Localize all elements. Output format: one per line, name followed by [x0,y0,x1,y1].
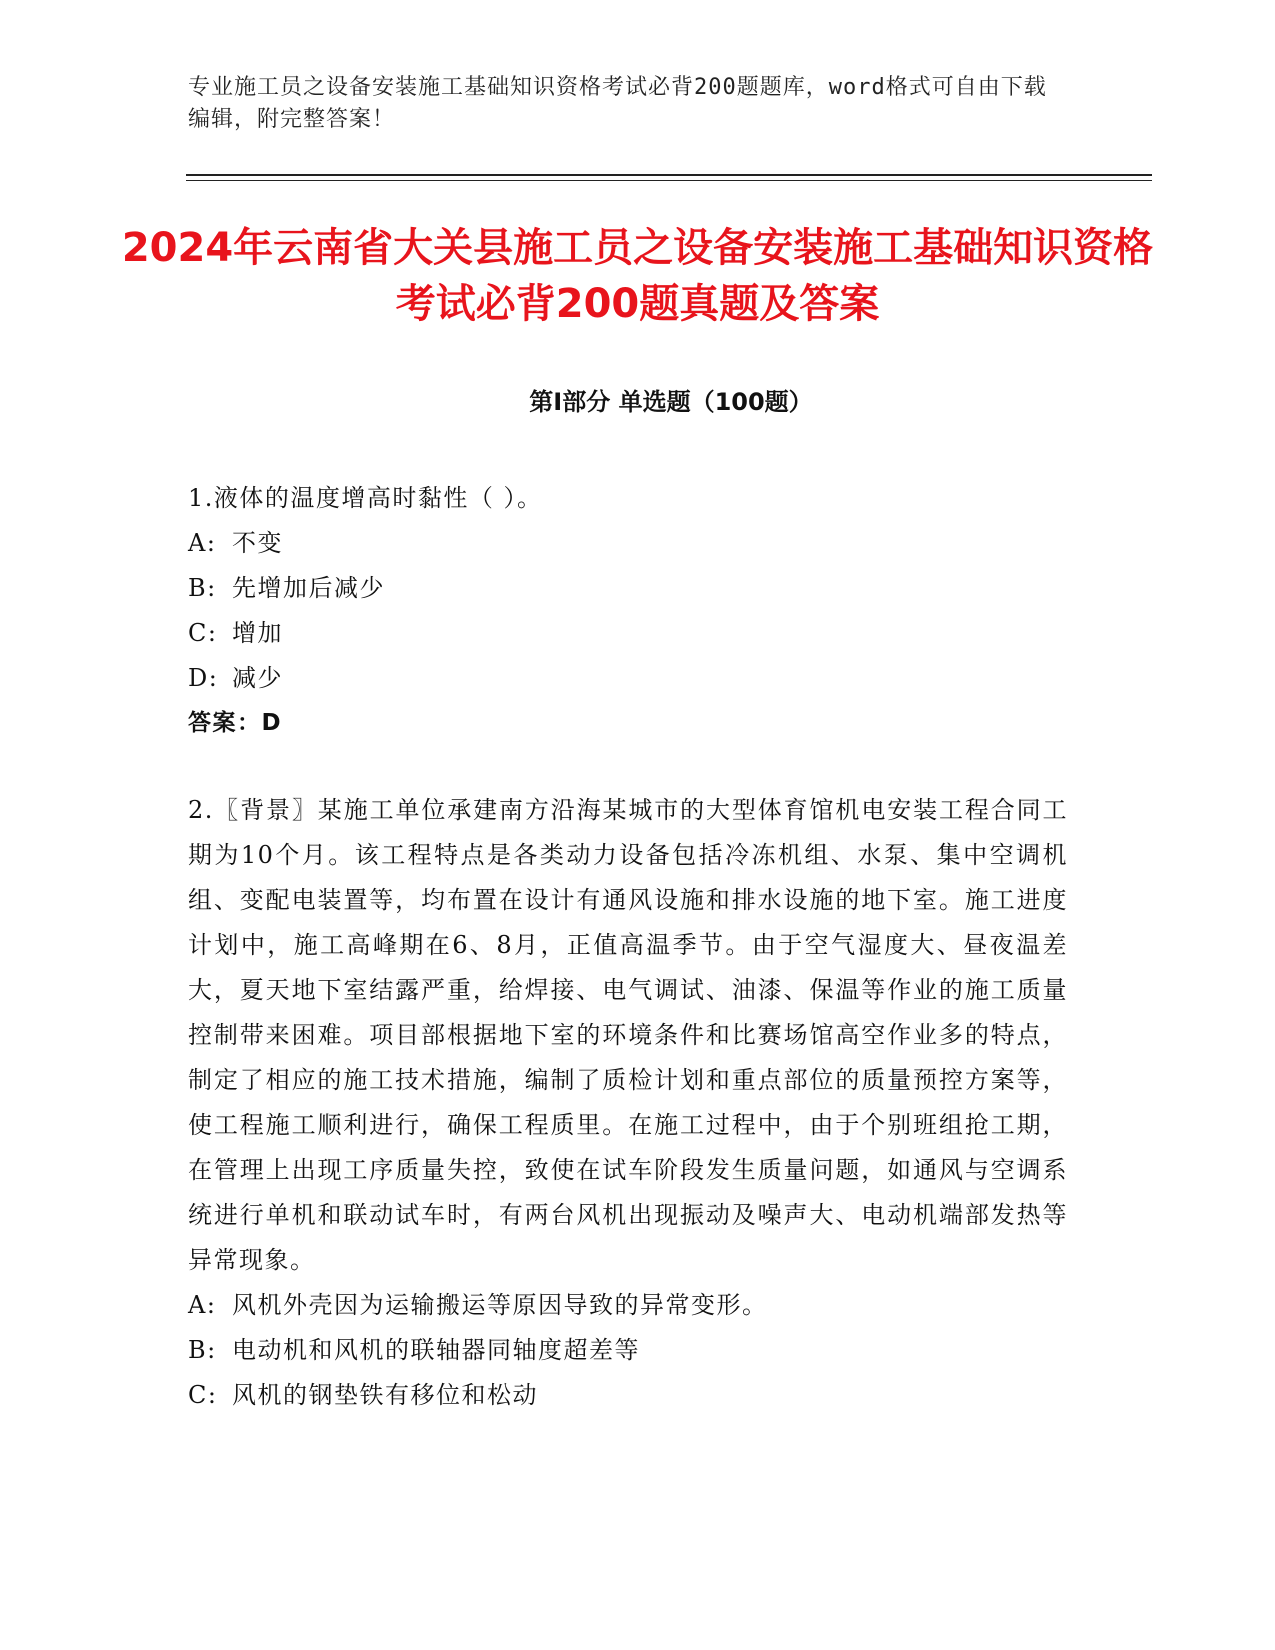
option-c [188,1373,1068,1418]
option-a [188,1283,1068,1328]
option-text: 减少 [232,664,283,692]
answer-line: 答案：D [188,710,283,736]
option-text: 风机的钢垫铁有移位和松动 [232,1381,538,1409]
option-d [188,656,1068,701]
header-note: 专业施工员之设备安装施工基础知识资格考试必背200题题库，word格式可自由下载编辑，附完整答案！ [188,75,1047,132]
option-text: 先增加后减少 [232,574,385,602]
header-rule-thin [186,180,1152,181]
option-b [188,1328,1068,1373]
option-key: B: [188,574,217,602]
question-2 [188,788,1068,1418]
option-key: A: [188,529,217,557]
document-title: 2024年云南省大关县施工员之设备安装施工基础知识资格考试必背200题真题及答案 [121,225,1154,327]
question-stem: 1.液体的温度增高时黏性（ ）。 [188,484,543,512]
option-b [188,566,1068,611]
question-stem: 2.〖背景〗某施工单位承建南方沿海某城市的大型体育馆机电安装工程合同工期为10个月。该工程特点是各类动力设备包括冷冻机组、水泵、集中空调机组、变配电装置等，均布置在设计有通风设施和排水设施的地下室。施工进度计划中，施工高峰期在6、8月，正值高温季节。由于空气湿度大、昼夜温差大，夏天地下室结露严重，给焊接、电气调试、油漆、保温等作业的施工质量控制带来困难。项目部根据地下室的环境条件和比赛场馆高空作业多的特点，制定了相应的施工技术措施，编制了质检计划和重点部位的质量预控方案等，使工程施工顺利进行，确保工程质里。在施工过程中，由于个别班组抢工期，在管理上出现工序质量失控，致使在试车阶段发生质量问题，如通风与空调系统进行单机和联动试车时，有两台风机出现振动及噪声大、电动机端部发热等异常现象。 [188,796,1068,1274]
option-c [188,611,1068,656]
header-rule-thick [186,174,1152,176]
option-text: 增加 [232,619,283,647]
option-text: 风机外壳因为运输搬运等原因导致的异常变形。 [232,1291,768,1319]
option-text: 电动机和风机的联轴器同轴度超差等 [232,1336,640,1364]
question-1 [188,476,1068,746]
option-key: C: [188,619,218,647]
option-a [188,521,1068,566]
option-key: A: [188,1291,217,1319]
option-key: B: [188,1336,217,1364]
option-key: D: [188,664,219,692]
section-title: 第Ⅰ部分 单选题（100题） [529,388,813,416]
option-text: 不变 [232,529,283,557]
option-key: C: [188,1381,218,1409]
